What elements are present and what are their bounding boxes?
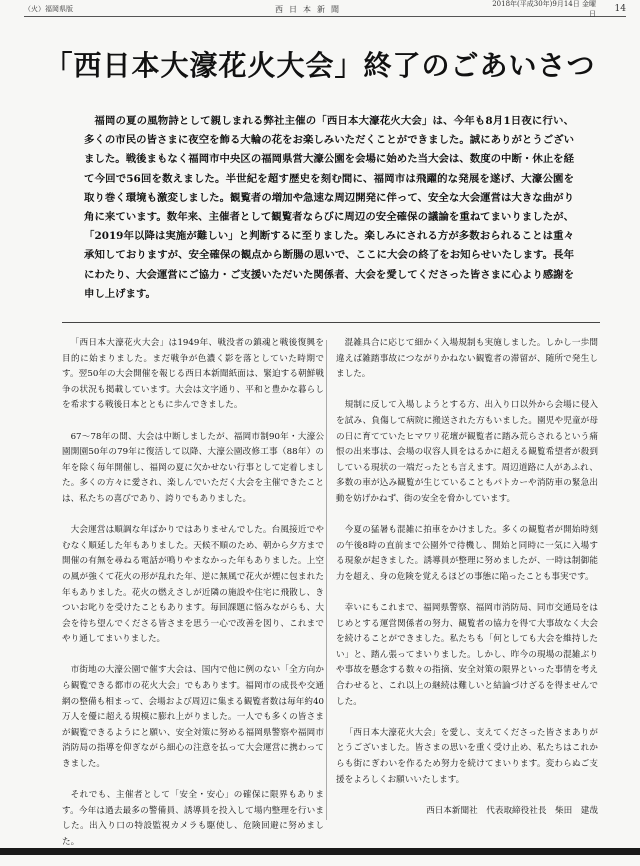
page-number: 14 <box>614 4 626 14</box>
divider <box>62 322 600 323</box>
signature: 西日本新聞社 代表取締役社長 柴田 建哉 <box>426 805 598 816</box>
lead-paragraph: 福岡の夏の風物詩として親しまれる弊社主催の「西日本大濠花火大会」は、今年も8月1日夜に行い、多くの市民の皆さまに夜空を飾る大輪の花をお楽しみいただくことができました。誠にありがとうございました。戦後まもなく福岡市中央区の福岡県営大濠公園を会場に始めた当大会は、数度の中断・休止を経て今回で56回を数えました。半世紀を超す歴史を刻む間に、福岡市は飛躍的な発展を遂げ、大濠公園を取り巻く環境も激変しました。観覧者の増加や急速な周辺開発に伴って、安全な大会運営は大きな曲がり角に来ています。数年来、主催者として観覧者ならびに周辺の安全確保の議論を重ねてまいりましたが、「2019年以降は実施が難しい」と判断するに至りました。楽しみにされる方が多数おられることは重々承知しておりますが、安全確保の観点から断腸の思いで、ここに大会の終了をお知らせいたします。長年にわたり、大会運営にご協力・ご支援いただいた関係者、大会を愛してくださった皆さまに心より感謝を申し上げます。 <box>84 115 574 300</box>
edition-label: （火）福岡県版 <box>24 5 73 13</box>
left-column <box>62 336 324 866</box>
paragraph: 今夏の猛暑も混雑に拍車をかけました。多くの観覧者が開始時刻の午後8時の直前まで公園外で待機し、開始と同時に一気に入場する現象が起きました。誘導員が整理に努めましたが、一時は制御能力を超え、身の危険を覚えるほどの事態に陥ったことも事実です。 <box>336 525 598 582</box>
paragraph: それでも、主催者として「安全・安心」の確保に限界もあります。今年は過去最多の警備員、誘導員を投入して場内整理を行いました。出入り口の特設監視カメラも駆使し、危険回避に努めました。 <box>62 790 324 847</box>
page-title: 「西日本大濠花火大会」終了のごあいさつ <box>44 49 596 82</box>
paragraph: 市街地の大濠公園で催す大会は、国内で他に例のない「全方向から観覧できる都市の花火大会」でもあります。福岡市の成長や交通網の整備も相まって、会場および周辺に集まる観覧者数は毎年約40万人を優に超える規模に膨れ上がりました。一人でも多くの皆さまが観覧できるようにと願い、安全対策に努める福岡県警察や福岡市消防局の指導を仰ぎながら細心の注意を払って大会運営に携わってきました。 <box>62 665 324 770</box>
newspaper-name: 西日本新聞 <box>275 4 345 14</box>
paragraph: 幸いにもこれまで、福岡県警察、福岡市消防局、同市交通局をはじめとする運営関係者の努力、観覧者の協力を得て大事故なく大会を続けることができました。私たちも「何としても大会を維持したい」と、踏ん張ってまいりました。しかし、昨今の現場の混雑ぶりや事故を懸念する数々の指摘、安全対策の限界といった事情を考え合わせると、これ以上の継続は難しいと結論づけざるを得ませんでした。 <box>336 603 598 707</box>
bottom-border <box>0 848 640 855</box>
issue-date: 2018年(平成30年)9月14日 金曜日 <box>492 0 596 18</box>
paragraph: 混雑具合に応じて細かく入場規制も実施しました。しかし一歩間違えば雑踏事故につながりかねない観覧者の滞留が、随所で発生しました。 <box>336 338 598 380</box>
column-divider <box>326 340 327 820</box>
paragraph: 規制に反して入場しようとする方、出入り口以外から会場に侵入を試み、負傷して病院に搬送された方もいました。園児や児童が母の日に育てていたヒマワリ花壇が観覧者に踏み荒らされるという痛恨の出来事は、会場の収容人員をはるかに超える観覧希望者が殺到している現状の一端だったとも言えます。周辺道路に人があふれ、多数の車が込み観覧が生じていることもパトカーや消防車の緊急出動を妨げかねず、街の安全を脅かしています。 <box>336 400 598 504</box>
paragraph: 「西日本大濠花火大会」は1949年、戦没者の鎮魂と戦後復興を目的に始まりました。まだ戦争が色濃く影を落としていた時期です。翌50年の大会開催を報じる西日本新聞紙面は、緊迫する朝鮮戦争の状況も掲載しています。大会は文字通り、平和と豊かな暮らしを希求する戦後日本とともに歩んできました。 <box>62 338 324 411</box>
paragraph: 「西日本大濠花火大会」を愛し、支えてくださった皆さまありがとうございました。皆さまの思いを重く受け止め、私たちはこれからも街にぎわいを作るため努力を続けてまいります。変わらぬご支援をよろしくお願いいたします。 <box>336 727 598 785</box>
paragraph: 大会運営は順調な年ばかりではありませんでした。台風接近でやむなく順延した年もありました。天候不順のため、朝から夕方まで開催の有無を尋ねる電話が鳴りやまなかった年もありました。上空の風が強くて花火の形が乱れた年、逆に無風で花火が煙に包まれた年もありました。花火の燃えさしが近隣の施設や住宅に飛散し、きついお叱りを受けたこともあります。毎回課題に悩みながらも、大会を待ち望んでくださる皆さまを思う一心で改善を図り、これまでやり通してまいりました。 <box>62 525 324 645</box>
right-column <box>336 336 598 819</box>
paragraph: 67〜78年の間、大会は中断しましたが、福岡市制90年・大濠公園開園50年の79年に復活して以降、大濠公園改修工事（88年）の年を除く毎年開催し、福岡の夏に欠かせない行事として定着しました。多くの方々に愛され、楽しんでいただく大会を主催できたことは、私たちの喜びであり、誇りでもありました。 <box>62 431 324 504</box>
page-header <box>24 2 626 17</box>
